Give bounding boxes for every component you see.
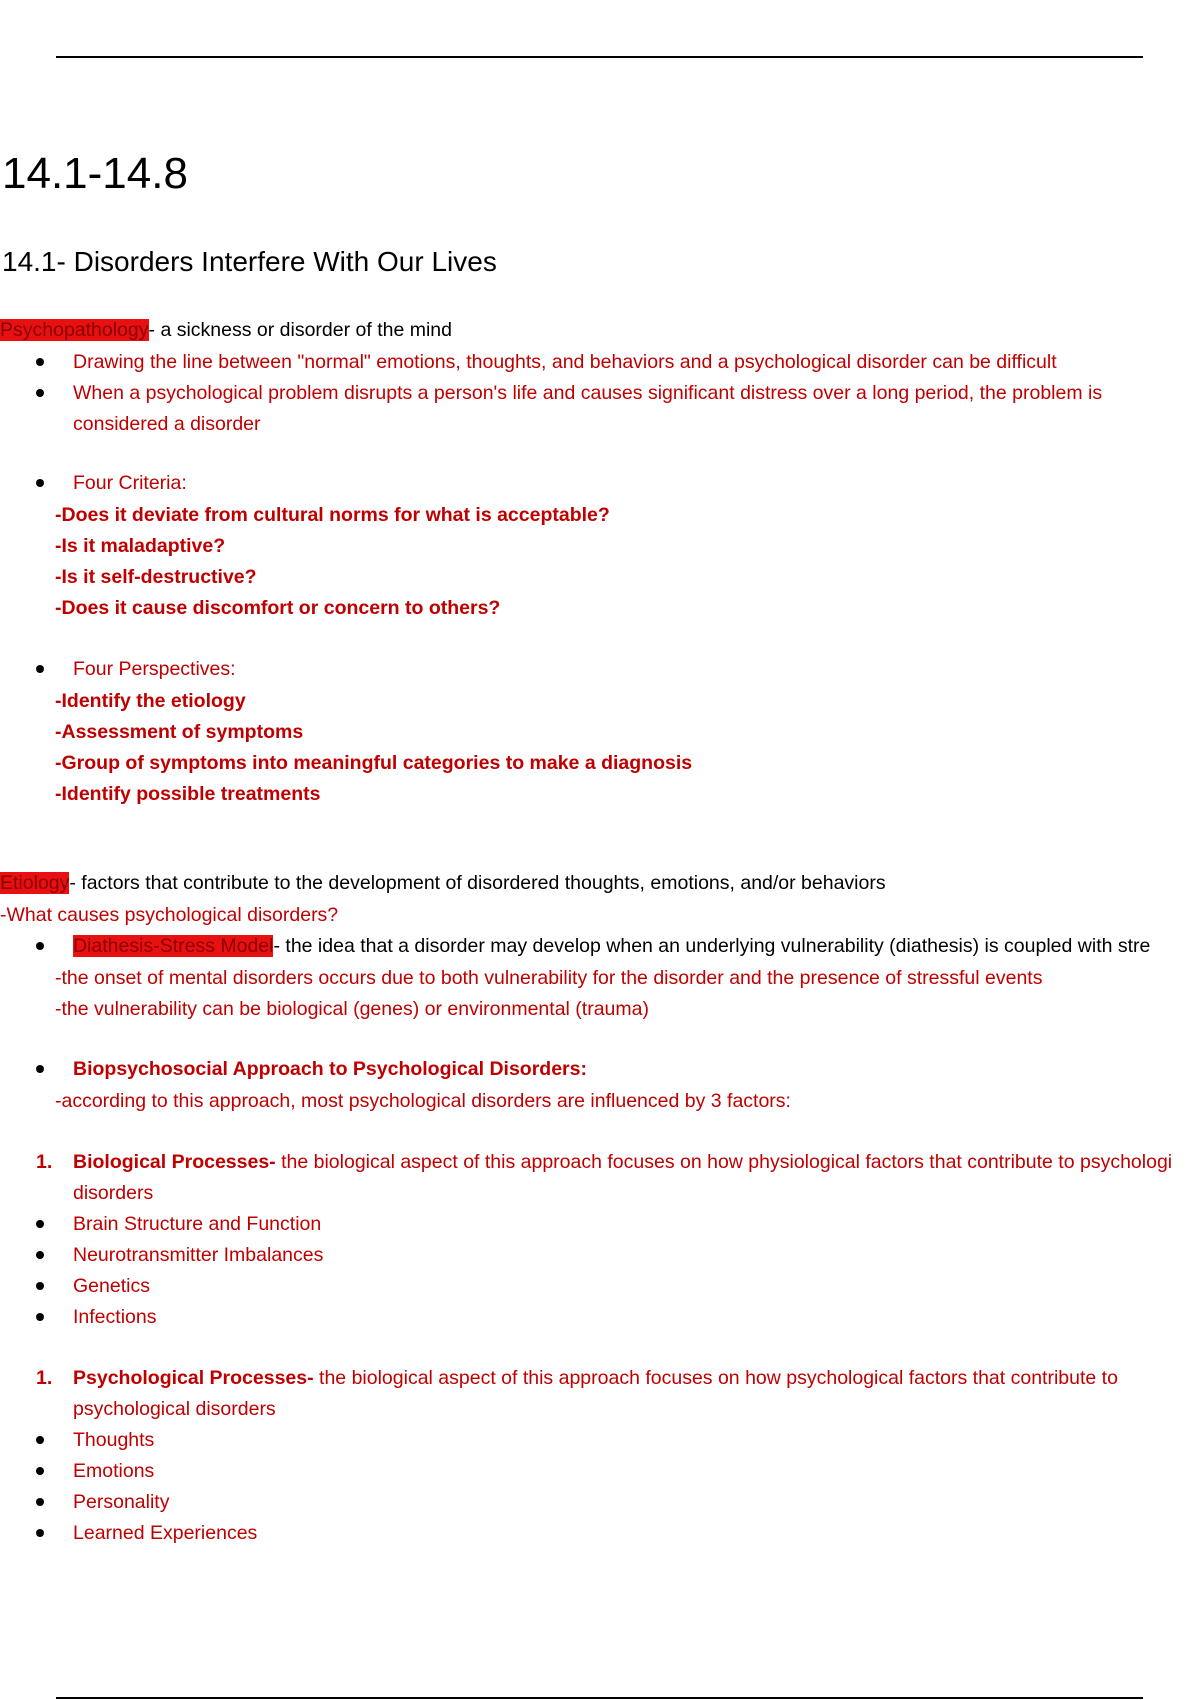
etiology-term: Etiology [0, 872, 70, 894]
page-title: 14.1-14.8 [2, 149, 188, 198]
biological-processes-text: the biological aspect of this approach focuses on how physiological factors that contribute to psychologi [275, 1151, 1173, 1173]
psychological-processes-continuation: psychological disorders [73, 1398, 276, 1420]
list-item: Brain Structure and Function [73, 1213, 322, 1235]
list-item-continuation: considered a disorder [73, 413, 261, 435]
criteria-item: -Is it self-destructive? [55, 566, 257, 588]
list-item: Infections [73, 1306, 157, 1328]
diathesis-note: -the vulnerability can be biological (genes) or environmental (trauma) [55, 998, 649, 1020]
perspective-item: -Group of symptoms into meaningful categories to make a diagnosis [55, 752, 693, 774]
perspective-item: -Identify the etiology [55, 690, 246, 712]
header-rule [56, 56, 1143, 58]
biological-processes-continuation: disorders [73, 1182, 154, 1204]
diathesis-note: -the onset of mental disorders occurs due to both vulnerability for the disorder and the presence of stressful events [55, 967, 1043, 989]
psychopathology-term: Psychopathology [0, 319, 149, 341]
section-heading: 14.1- Disorders Interfere With Our Lives [2, 246, 497, 277]
psychopathology-definition-line [0, 316, 452, 344]
psychological-processes-line [0, 1364, 1118, 1392]
list-item: Neurotransmitter Imbalances [73, 1244, 324, 1266]
footer-rule [56, 1697, 1143, 1699]
list-item: Drawing the line between "normal" emotions, thoughts, and behaviors and a psychological disorder can be difficult [73, 351, 1057, 373]
perspectives-label: Four Perspectives: [73, 658, 236, 680]
list-item: Emotions [73, 1460, 155, 1482]
perspective-item: -Assessment of symptoms [55, 721, 304, 743]
list-number: 1. [36, 1367, 53, 1389]
etiology-definition: - factors that contribute to the development of disordered thoughts, emotions, and/or behaviors [69, 872, 886, 894]
list-number: 1. [36, 1151, 53, 1173]
list-item: Genetics [73, 1275, 150, 1297]
etiology-question: -What causes psychological disorders? [0, 904, 339, 926]
biopsychosocial-intro: -according to this approach, most psychological disorders are influenced by 3 factors: [55, 1090, 791, 1112]
list-item: When a psychological problem disrupts a person's life and causes significant distress over a long period, the problem is [73, 382, 1103, 404]
criteria-item: -Does it cause discomfort or concern to others? [55, 597, 501, 619]
diathesis-term: Diathesis-Stress Model [73, 935, 274, 957]
list-item: Thoughts [73, 1429, 155, 1451]
criteria-item: -Does it deviate from cultural norms for what is acceptable? [55, 504, 610, 526]
criteria-label: Four Criteria: [73, 472, 187, 494]
psychological-processes-label: Psychological Processes- [73, 1367, 314, 1389]
perspective-item: -Identify possible treatments [55, 783, 321, 805]
list-item: Personality [73, 1491, 170, 1513]
biological-processes-label: Biological Processes- [73, 1151, 276, 1173]
psychological-processes-text: the biological aspect of this approach focuses on how psychological factors that contribute to [313, 1367, 1118, 1389]
psychopathology-definition: - a sickness or disorder of the mind [148, 319, 452, 341]
biopsychosocial-heading: Biopsychosocial Approach to Psychological Disorders: [73, 1058, 587, 1080]
diathesis-definition: - the idea that a disorder may develop when an underlying vulnerability (diathesis) is coupled with stre [273, 935, 1151, 957]
etiology-definition-line [0, 869, 886, 897]
biological-processes-line [0, 1148, 1172, 1176]
diathesis-line [0, 932, 1150, 960]
list-item: Learned Experiences [73, 1522, 258, 1544]
criteria-item: -Is it maladaptive? [55, 535, 226, 557]
